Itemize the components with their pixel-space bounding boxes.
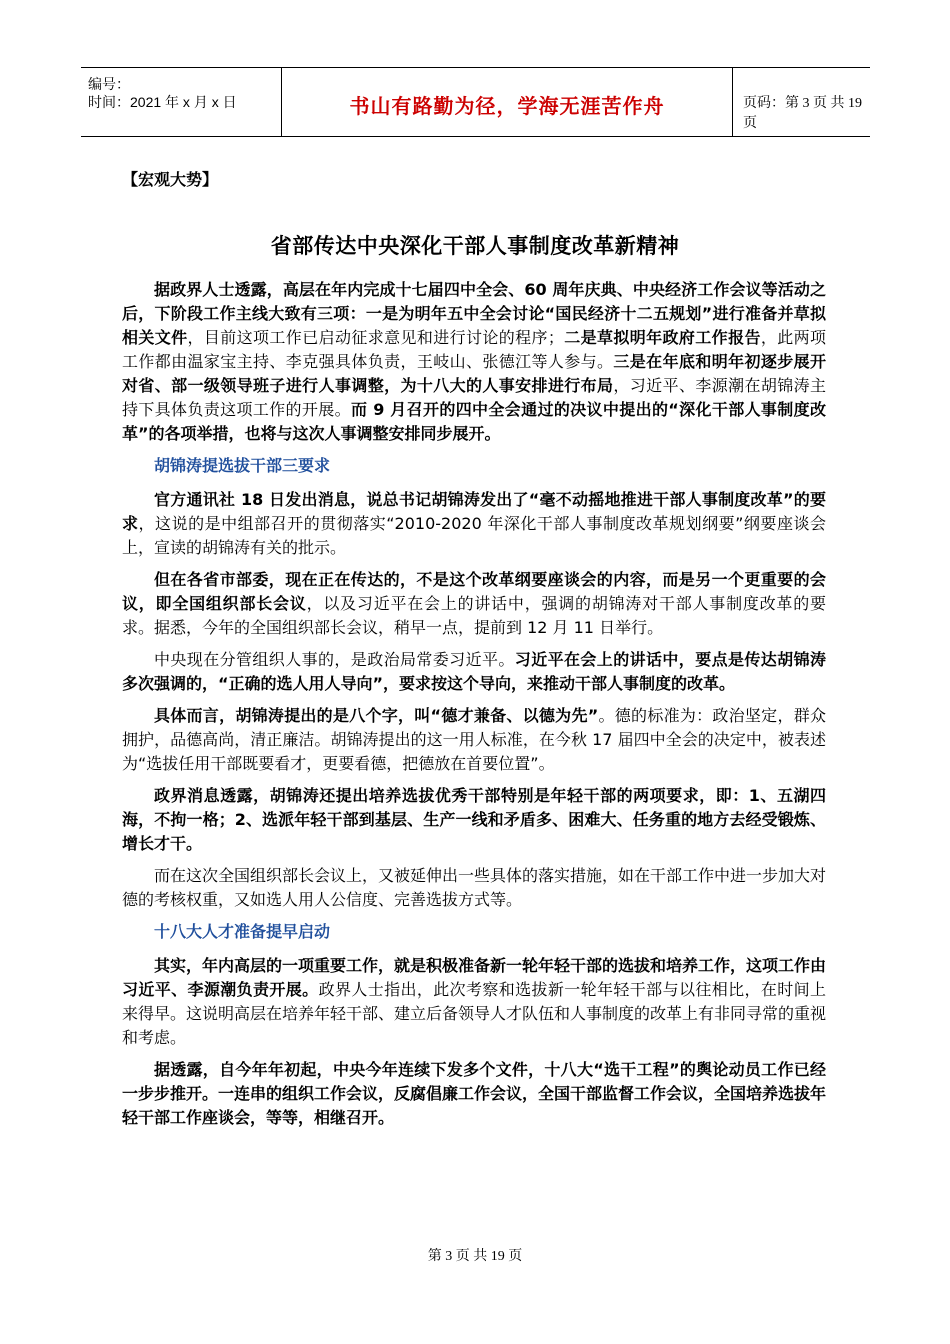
paragraph: [122, 568, 826, 640]
paragraph: [122, 278, 826, 446]
article-body: [122, 278, 826, 1138]
paragraph: [122, 488, 826, 560]
bold-text: 而 9 月召开的四中全会通过的决议中提出的“深化干部人事制度改革”的各项举措，也将与这次人事调整安排同步展开。: [122, 400, 826, 443]
header-motto: 书山有路勤为径，学海无涯苦作舟: [349, 96, 665, 118]
page-header: [81, 67, 870, 137]
article-title: 省部传达中央深化干部人事制度改革新精神: [270, 234, 680, 258]
bold-text: 其实，年内高层的一项重要工作，就是积极准备新一轮年轻干部的选拔和培养工作，这项工作由习近平、李源潮负责开展。: [122, 956, 827, 999]
text: ，目前这项工作已启动征求意见和进行讨论的程序；: [187, 328, 564, 347]
paragraph: [122, 704, 826, 776]
text: ，习近平、李源潮在胡锦涛主持下具体负责这项工作的开展。: [122, 376, 826, 419]
subheading: 胡锦涛提选拔干部三要求: [154, 456, 331, 475]
bold-text: 二是草拟明年政府工作报告: [563, 328, 761, 347]
bold-text: 官方通讯社 18 日发出消息，说总书记胡锦涛发出了“毫不动摇地推进干部人事制度改革”的要求: [122, 490, 826, 533]
page-footer: 第 3 页 共 19 页: [427, 1249, 523, 1264]
header-meta-cell: [81, 68, 282, 136]
section-tag: 【宏观大势】: [122, 170, 219, 189]
paragraph: 据透露，自今年年初起，中央今年连续下发多个文件，十八大“选干工程”的舆论动员工作已经一步步推开。一连串的组织工作会议，反腐倡廉工作会议，全国干部监督工作会议，全国培养选拔年轻干部工作座谈会，等等，相继召开。: [122, 1060, 827, 1127]
text: 政界人士指出，此次考察和选拔新一轮年轻干部与以往相比，在时间上来得早。这说明高层在培养年轻干部、建立后备领导人才队伍和人事制度的改革上有非同寻常的重视和考虑。: [122, 980, 827, 1047]
bold-text: 习近平在会上的讲话中，要点是传达胡锦涛多次强调的，“正确的选人用人导向”，要求按这个导向，来推动干部人事制度的改革。: [122, 650, 826, 693]
text: 。德的标准为：政治坚定，群众拥护，品德高尚，清正廉洁。胡锦涛提出的这一用人标准，在今秋 17 届四中全会的决定中，被表述为“选拔任用干部既要看才，更要看德，把德放在首要位置”。: [122, 706, 826, 773]
text: ，以及习近平在会上的讲话中，强调的胡锦涛对干部人事制度改革的要求。据悉，今年的全国组织部长会议，稍早一点，提前到 12 月 11 日举行。: [122, 594, 826, 637]
bold-text: 具体而言，胡锦涛提出的是八个字，叫“德才兼备、以德为先”: [154, 706, 599, 725]
text: 中央现在分管组织人事的，是政治局常委习近平。: [154, 650, 515, 669]
header-page-info: 页码：第 3 页 共 19 页: [743, 96, 862, 131]
bold-text: 据政界人士透露，高层在年内完成十七届四中全会、60 周年庆典、中央经济工作会议等活动之后，下阶段工作主线大致有三项：一是为明年五中全会讨论“国民经济十二五规划”进行准备并草拟相关文件: [122, 280, 826, 347]
text: ，此两项工作都由温家宝主持、李克强具体负责，王岐山、张德江等人参与。: [122, 328, 826, 371]
subheading: 十八大人才准备提早启动: [154, 922, 331, 941]
doc-time-label: 时间：2021 年 x 月 x 日: [88, 94, 237, 110]
paragraph: 而在这次全国组织部长会议上，又被延伸出一些具体的落实措施，如在干部工作中进一步加大对德的考核权重，又如选人用人公信度、完善选拔方式等。: [122, 866, 827, 909]
paragraph: 政界消息透露，胡锦涛还提出培养选拔优秀干部特别是年轻干部的两项要求，即：1、五湖四海，不拘一格；2、选派年轻干部到基层、生产一线和矛盾多、困难大、任务重的地方去经受锻炼、增长才干。: [122, 786, 826, 853]
header-motto-cell: [282, 68, 733, 136]
header-page-cell: [733, 68, 870, 136]
text: ，这说的是中组部召开的贯彻落实“2010-2020 年深化干部人事制度改革规划纲要”纲要座谈会上，宣读的胡锦涛有关的批示。: [122, 514, 826, 557]
paragraph: [122, 954, 826, 1050]
doc-number-label: 编号：: [88, 76, 130, 92]
paragraph: [122, 648, 826, 696]
bold-text: 但在各省市部委，现在正在传达的，不是这个改革纲要座谈会的内容，而是另一个更重要的会议，即全国组织部长会议: [122, 570, 826, 613]
bold-text: 三是在年底和明年初逐步展开对省、部一级领导班子进行人事调整，为十八大的人事安排进行布局: [122, 352, 826, 395]
